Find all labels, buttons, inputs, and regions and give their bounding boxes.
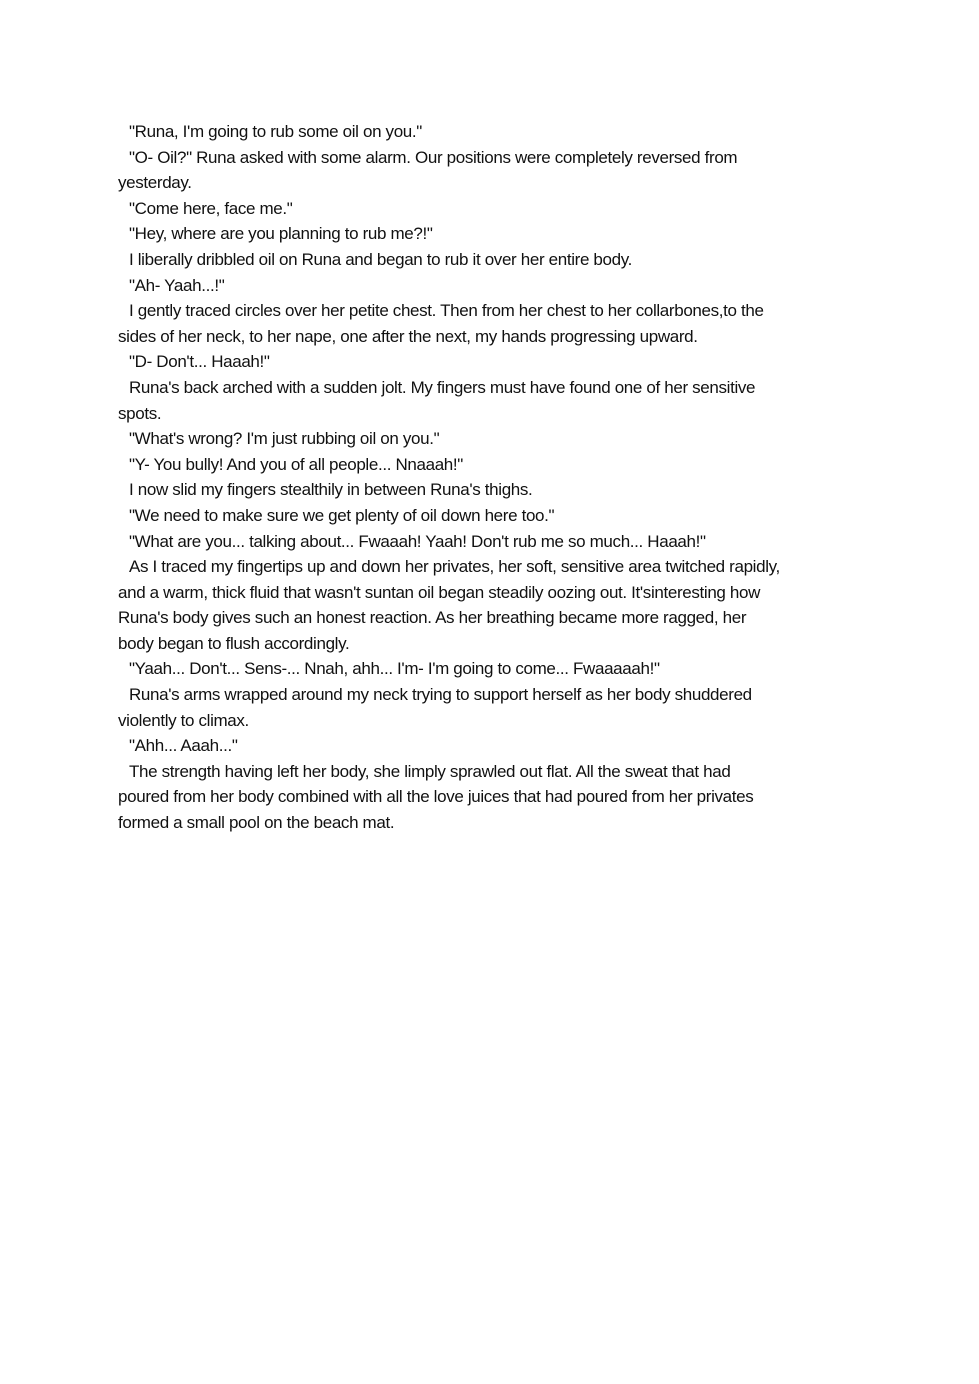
text-line: I gently traced circles over her petite chest. Then from her chest to her collarbones,to the bbox=[129, 301, 764, 321]
paragraph bbox=[118, 375, 868, 426]
text-line: "What's wrong? I'm just rubbing oil on you." bbox=[129, 429, 440, 449]
paragraph bbox=[118, 656, 868, 682]
text-line: spots. bbox=[118, 403, 162, 423]
text-line: "Y- You bully! And you of all people... Nnaaah!" bbox=[129, 454, 463, 474]
paragraph bbox=[118, 529, 868, 555]
paragraph bbox=[118, 119, 868, 145]
paragraph bbox=[118, 145, 868, 196]
text-line: "Come here, face me." bbox=[129, 198, 293, 218]
paragraph bbox=[118, 298, 868, 349]
text-line: As I traced my fingertips up and down her privates, her soft, sensitive area twitched rapidly, bbox=[129, 557, 780, 577]
text-line: "Ahh... Aaah..." bbox=[129, 736, 238, 756]
paragraph bbox=[118, 759, 868, 836]
paragraph bbox=[118, 221, 868, 247]
text-line: I liberally dribbled oil on Runa and began to rub it over her entire body. bbox=[129, 249, 633, 269]
text-line: The strength having left her body, she limply sprawled out flat. All the sweat that had bbox=[129, 761, 731, 781]
paragraph bbox=[118, 477, 868, 503]
paragraph bbox=[118, 426, 868, 452]
text-line: I now slid my fingers stealthily in between Runa's thighs. bbox=[129, 480, 533, 500]
text-line: Runa's body gives such an honest reaction. As her breathing became more ragged, her bbox=[118, 608, 747, 628]
paragraph bbox=[118, 554, 868, 656]
text-line: "We need to make sure we get plenty of oil down here too." bbox=[129, 505, 555, 525]
text-line: sides of her neck, to her nape, one after the next, my hands progressing upward. bbox=[118, 326, 698, 346]
paragraph bbox=[118, 733, 868, 759]
text-line: poured from her body combined with all the love juices that had poured from her privates bbox=[118, 787, 754, 807]
text-line: "Hey, where are you planning to rub me?!" bbox=[129, 224, 433, 244]
text-line: "D- Don't... Haaah!" bbox=[129, 352, 270, 372]
text-line: violently to climax. bbox=[118, 710, 249, 730]
text-line: "Ah- Yaah...!" bbox=[129, 275, 225, 295]
document-page bbox=[118, 119, 868, 836]
text-line: yesterday. bbox=[118, 173, 192, 193]
paragraph bbox=[118, 247, 868, 273]
text-line: Runa's back arched with a sudden jolt. My fingers must have found one of her sensitive bbox=[129, 377, 756, 397]
paragraph bbox=[118, 452, 868, 478]
text-line: "Yaah... Don't... Sens-... Nnah, ahh... I'm- I'm going to come... Fwaaaaah!" bbox=[129, 659, 660, 679]
paragraph bbox=[118, 196, 868, 222]
paragraph bbox=[118, 682, 868, 733]
text-line: "Runa, I'm going to rub some oil on you." bbox=[129, 122, 422, 141]
text-line: and a warm, thick fluid that wasn't suntan oil began steadily oozing out. It'sinteresting how bbox=[118, 582, 761, 602]
paragraph bbox=[118, 349, 868, 375]
text-line: body began to flush accordingly. bbox=[118, 633, 350, 653]
paragraph bbox=[118, 273, 868, 299]
paragraph bbox=[118, 503, 868, 529]
text-line: "What are you... talking about... Fwaaah! Yaah! Don't rub me so much... Haaah!" bbox=[129, 531, 706, 551]
text-line: "O- Oil?" Runa asked with some alarm. Our positions were completely reversed from bbox=[129, 147, 738, 167]
text-line: formed a small pool on the beach mat. bbox=[118, 813, 395, 833]
text-line: Runa's arms wrapped around my neck trying to support herself as her body shuddered bbox=[129, 685, 752, 705]
